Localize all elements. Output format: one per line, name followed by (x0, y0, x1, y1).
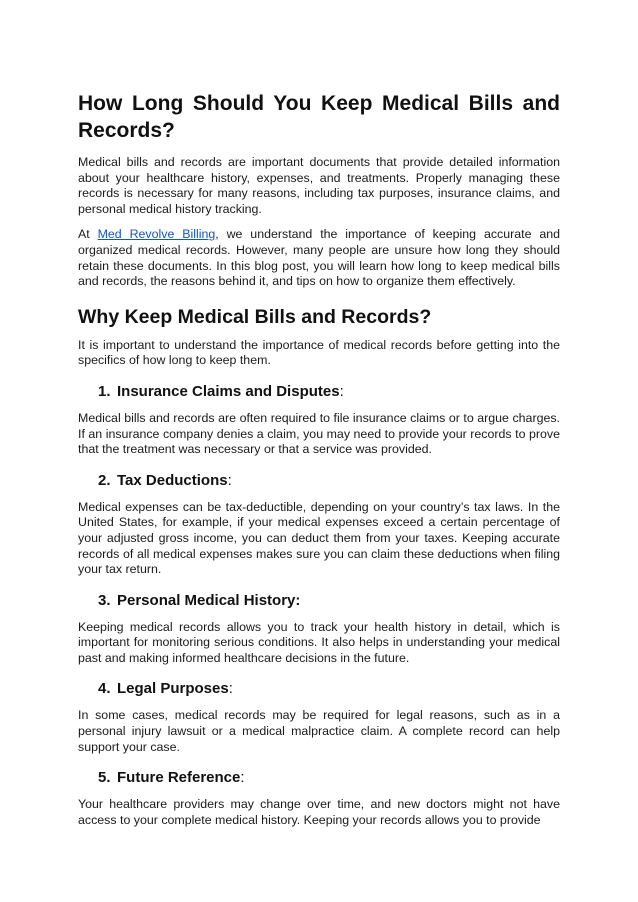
intro-paragraph-2 (78, 227, 560, 289)
med-revolve-billing-link[interactable]: Med Revolve Billing (97, 227, 216, 242)
section-intro: It is important to understand the importance of medical records before getting into the specifics of how long to keep them. (78, 337, 560, 368)
item-title: Tax Deductions (117, 471, 228, 489)
item-body-tax: Medical expenses can be tax-deductible, depending on your country’s tax laws. In the United States, for example, if your medical expenses exceed a certain percentage of your adjusted gross income, you can deduct them from your taxes. Keeping accurate records of all medical expenses makes sure you can claim these deductions when filing your tax return. (78, 499, 560, 577)
intro-paragraph-2-after: , we understand the importance of keeping accurate and organized medical records. However, many people are unsure how long they should retain these documents. In this blog post, you will learn how long to keep medical bills and records, the reasons behind it, and tips on how to organize them effectively. (78, 227, 561, 289)
item-heading-future (98, 769, 560, 787)
item-colon: : (227, 471, 232, 489)
item-title: Personal Medical History: (117, 591, 301, 609)
item-colon: : (228, 680, 233, 698)
item-title: Insurance Claims and Disputes (117, 382, 340, 400)
item-number: 3. (98, 591, 111, 609)
item-body-future: Your healthcare providers may change over time, and new doctors might not have access to your complete medical history. Keeping your records allows you to provide (78, 797, 560, 827)
item-heading-history (98, 592, 560, 610)
item-body-history: Keeping medical records allows you to track your health history in detail, which is important for monitoring serious conditions. It also helps in understanding your medical past and making informed healthcare decisions in the future. (78, 619, 560, 665)
item-body-legal: In some cases, medical records may be required for legal reasons, such as in a personal injury lawsuit or a medical malpractice claim. A complete record can help support your case. (78, 708, 560, 754)
item-number: 1. (98, 382, 111, 400)
item-heading-legal (98, 680, 560, 698)
item-body-insurance: Medical bills and records are often required to file insurance claims or to argue charges. If an insurance company denies a claim, you may need to provide your records to prove that the treatment was necessary or that a service was provided. (78, 410, 560, 457)
item-heading-insurance (98, 383, 560, 401)
item-colon: : (240, 769, 245, 787)
page-title: How Long Should You Keep Medical Bills and Records? (78, 92, 560, 142)
item-title: Future Reference (117, 769, 241, 787)
item-number: 4. (98, 680, 111, 698)
item-number: 5. (98, 769, 111, 787)
intro-paragraph-2-before: At (78, 227, 98, 242)
document-page (78, 90, 560, 838)
item-heading-tax (98, 472, 560, 490)
item-colon: : (339, 382, 344, 400)
section-heading: Why Keep Medical Bills and Records? (78, 305, 432, 328)
item-title: Legal Purposes (117, 680, 229, 698)
item-number: 2. (98, 471, 111, 489)
intro-paragraph-1: Medical bills and records are important documents that provide detailed information about your healthcare history, expenses, and treatments. Properly managing these records is necessary for many reasons, including tax purposes, insurance claims, and personal medical history tracking. (78, 155, 560, 216)
